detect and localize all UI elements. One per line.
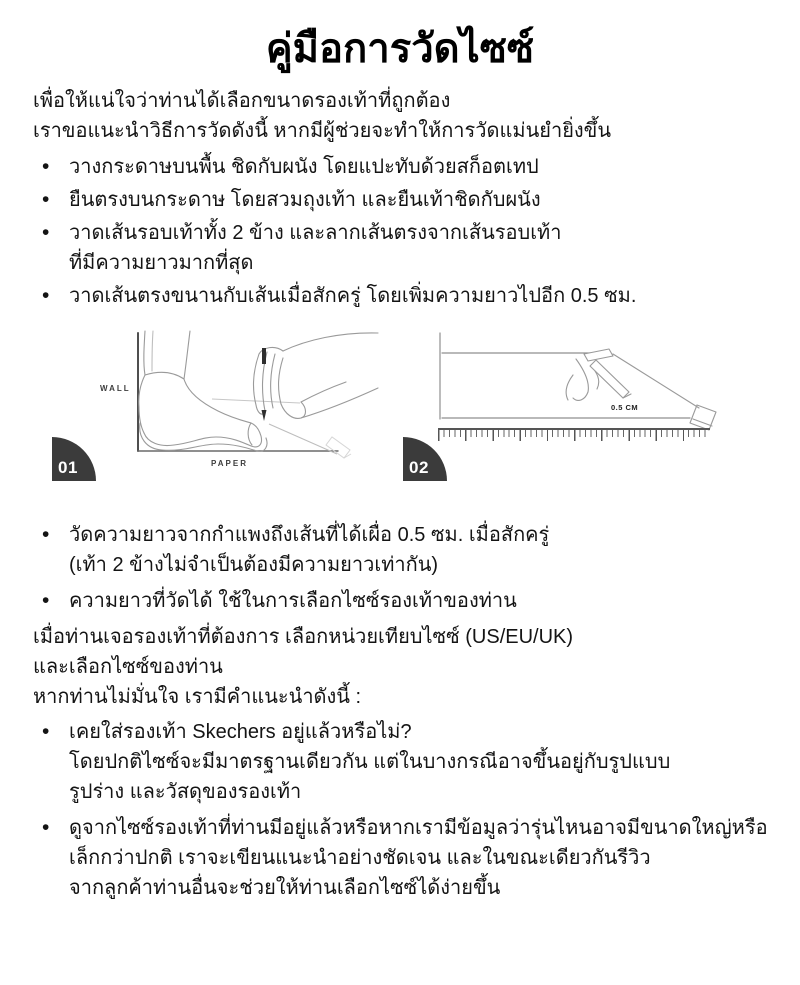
step-text: ที่มีความยาวมากที่สุด bbox=[69, 252, 254, 274]
bullet-dot bbox=[42, 185, 69, 215]
tips-list bbox=[0, 717, 800, 903]
tip-text: จากลูกค้าท่านอื่นจะช่วยให้ท่านเลือกไซซ์ได้ง่ายขึ้น bbox=[69, 877, 501, 899]
bullet-dot bbox=[42, 152, 69, 182]
result-text: ความยาวที่วัดได้ ใช้ในการเลือกไซซ์รองเท้าของท่าน bbox=[69, 590, 517, 612]
figure-offset-line-illustration bbox=[400, 327, 760, 487]
list-item bbox=[42, 152, 800, 182]
page-title: คู่มือการวัดไซซ์ bbox=[265, 27, 535, 71]
measure-results-list bbox=[0, 520, 800, 616]
bullet-dot bbox=[42, 717, 69, 807]
step-text: วาดเส้นตรงขนานกับเส้นเมื่อสักครู่ โดยเพิ่มความยาวไปอีก 0.5 ซม. bbox=[69, 285, 637, 307]
result-text: (เท้า 2 ข้างไม่จำเป็นต้องมีความยาวเท่ากัน) bbox=[69, 554, 439, 576]
pencil-icon bbox=[584, 349, 613, 361]
wall-label: WALL bbox=[100, 384, 131, 393]
list-item bbox=[42, 218, 800, 278]
tip-text: เคยใส่รองเท้า Skechers อยู่แล้วหรือไม่? bbox=[69, 721, 412, 743]
bullet-dot bbox=[42, 281, 69, 311]
paper-label: PAPER bbox=[211, 459, 248, 468]
guide-line: หากท่านไม่มั่นใจ เรามีคำแนะนำดังนี้ : bbox=[33, 686, 362, 708]
intro-line: เพื่อให้แน่ใจว่าท่านได้เลือกขนาดรองเท้าที่ถูกต้อง bbox=[33, 90, 451, 112]
measure-label: 0.5 CM bbox=[611, 403, 639, 412]
intro-line: เราขอแนะนำวิธีการวัดดังนี้ หากมีผู้ช่วยจะทำให้การวัดแม่นยำยิ่งขึ้น bbox=[33, 120, 612, 142]
tip-text: ดูจากไซซ์รองเท้าที่ท่านมีอยู่แล้วหรือหากเรามีข้อมูลว่ารุ่นไหนอาจมีขนาดใหญ่หรือ bbox=[69, 817, 768, 839]
step-text: ยืนตรงบนกระดาษ โดยสวมถุงเท้า และยืนเท้าชิดกับผนัง bbox=[69, 189, 541, 211]
figure-number: 01 bbox=[58, 458, 78, 477]
result-text: วัดความยาวจากกำแพงถึงเส้นที่ได้เผื่อ 0.5 ซม. เมื่อสักครู่ bbox=[69, 524, 550, 546]
bullet-dot bbox=[42, 813, 69, 903]
list-item bbox=[42, 717, 800, 807]
list-item bbox=[42, 185, 800, 215]
figures-row bbox=[0, 317, 800, 517]
guide-line: และเลือกไซซ์ของท่าน bbox=[33, 656, 223, 678]
figure-number: 02 bbox=[409, 458, 429, 477]
intro-paragraph bbox=[33, 86, 800, 146]
measure-steps-list bbox=[0, 152, 800, 311]
list-item bbox=[42, 281, 800, 311]
guide-line: เมื่อท่านเจอรองเท้าที่ต้องการ เลือกหน่วยเทียบไซซ์ (US/EU/UK) bbox=[33, 626, 574, 648]
list-item bbox=[42, 813, 800, 903]
step-text: วาดเส้นรอบเท้าทั้ง 2 ข้าง และลากเส้นตรงจากเส้นรอบเท้า bbox=[69, 222, 562, 244]
figure-foot-wall-illustration bbox=[48, 327, 380, 487]
size-select-paragraph bbox=[33, 622, 800, 712]
tip-text: โดยปกติไซซ์จะมีมาตรฐานเดียวกัน แต่ในบางกรณีอาจขึ้นอยู่กับรูปแบบ bbox=[69, 751, 671, 773]
ruler-ticks bbox=[438, 428, 710, 442]
tip-text: เล็กกว่าปกติ เราจะเขียนแนะนำอย่างชัดเจน และในขณะเดียวกันรีวิว bbox=[69, 847, 651, 869]
list-item bbox=[42, 520, 800, 580]
bullet-dot bbox=[42, 586, 69, 616]
tip-text: รูปร่าง และวัสดุของรองเท้า bbox=[69, 781, 302, 803]
step-text: วางกระดาษบนพื้น ชิดกับผนัง โดยแปะทับด้วยสก็อตเทป bbox=[69, 156, 539, 178]
list-item bbox=[42, 586, 800, 616]
bullet-dot bbox=[42, 520, 69, 580]
bullet-dot bbox=[42, 218, 69, 278]
